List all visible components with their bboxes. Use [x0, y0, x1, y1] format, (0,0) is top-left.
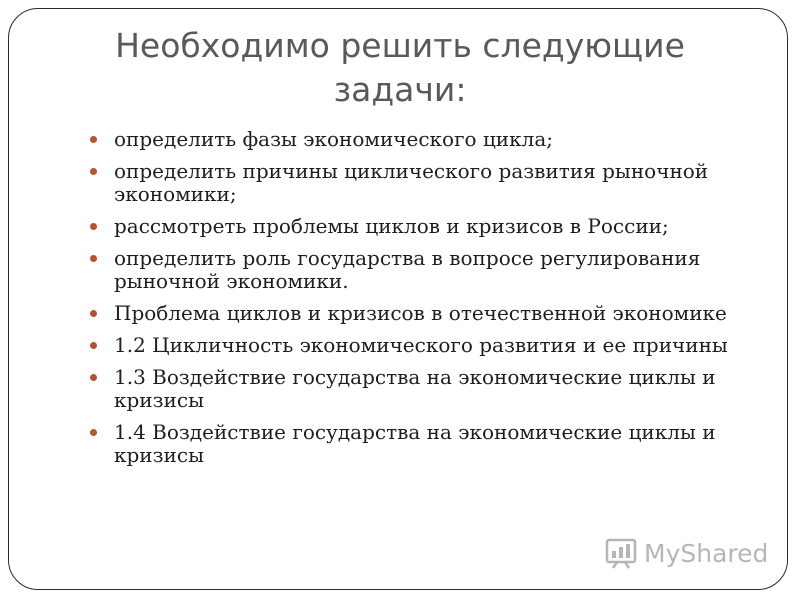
watermark-text: MyShared [644, 538, 769, 568]
task-item-6: 1.2 Цикличность экономического развития и ее причины [88, 334, 748, 357]
slide-title-line-1: Необходимо решить следующие [115, 26, 685, 65]
myshared-watermark [604, 535, 768, 571]
task-list [88, 128, 748, 476]
task-item-8: 1.4 Воздействие государства на экономические циклы и кризисы [88, 421, 748, 467]
task-item-3: рассмотреть проблемы циклов и кризисов в России; [88, 215, 748, 238]
task-item-1: определить фазы экономического цикла; [88, 128, 748, 151]
slide-title [0, 24, 800, 112]
task-item-4: определить роль государства в вопросе регулирования рыночной экономики. [88, 247, 748, 293]
slide-title-line-2: задачи: [333, 70, 467, 109]
task-item-7: 1.3 Воздействие государства на экономические циклы и кризисы [88, 366, 748, 412]
task-item-2: определить причины циклического развития рыночной экономики; [88, 160, 748, 206]
task-item-5: Проблема циклов и кризисов в отечественной экономике [88, 302, 748, 325]
myshared-logo-icon [604, 536, 638, 570]
